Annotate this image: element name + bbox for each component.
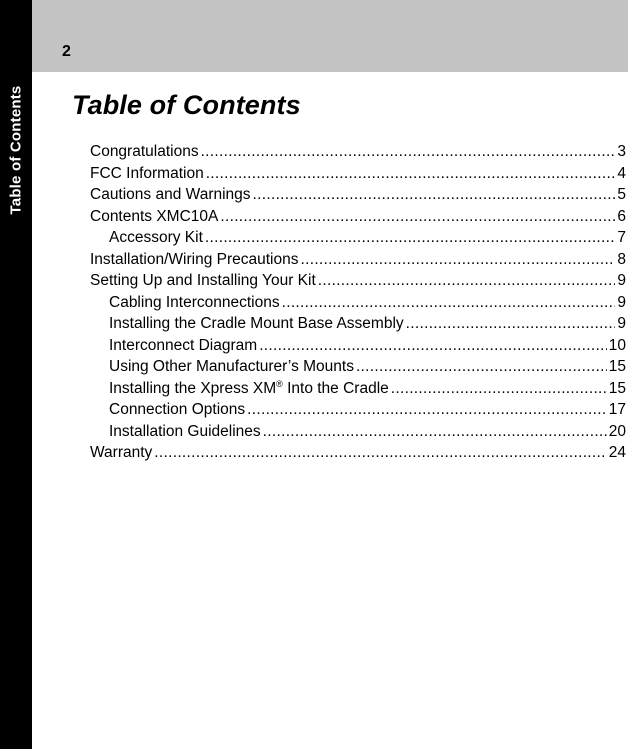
dot-leader xyxy=(406,313,616,335)
toc-entry-title: Accessory Kit xyxy=(109,229,203,246)
toc-list xyxy=(90,141,628,464)
toc-entry-page: 9 xyxy=(617,272,626,289)
toc-entry-cabling-interconnections[interactable] xyxy=(90,292,628,314)
toc-entry-title: Congratulations xyxy=(90,143,199,160)
toc-entry-title: FCC Information xyxy=(90,164,204,182)
dot-leader xyxy=(220,206,615,228)
toc-entry-contents-xmc10a[interactable] xyxy=(90,206,628,228)
toc-entry-title: Cautions and Warnings xyxy=(90,186,251,203)
toc-entry-title-pre: Installing the Xpress XM xyxy=(109,379,277,397)
dot-leader xyxy=(391,378,607,400)
dot-leader xyxy=(356,356,607,378)
toc-entry-installation-guidelines[interactable] xyxy=(90,421,628,443)
dot-leader xyxy=(206,163,616,185)
page-title: Table of Contents xyxy=(72,90,301,120)
toc-entry-page: 17 xyxy=(608,401,626,418)
side-tab-label: Table of Contents xyxy=(7,85,25,215)
toc-entry-title: Warranty xyxy=(90,444,153,461)
toc-entry-title: Connection Options xyxy=(109,401,246,418)
toc-entry-page: 20 xyxy=(608,422,626,440)
dot-leader xyxy=(247,399,607,421)
toc-entry-fcc-information[interactable] xyxy=(90,163,628,185)
toc-entry-other-manufacturers-mounts[interactable] xyxy=(90,356,628,378)
toc-entry-setting-up-and-installing[interactable] xyxy=(90,270,628,292)
toc-entry-page: 6 xyxy=(617,207,626,225)
header-band xyxy=(32,0,628,72)
dot-leader xyxy=(205,227,615,249)
dot-leader xyxy=(253,184,616,206)
dot-leader xyxy=(259,335,607,357)
toc-entry-congratulations[interactable] xyxy=(90,141,628,163)
dot-leader xyxy=(154,442,606,464)
dot-leader xyxy=(282,292,616,314)
toc-entry-page: 9 xyxy=(617,293,626,311)
toc-entry-title: Contents XMC10A xyxy=(90,207,219,225)
side-tab xyxy=(0,0,32,749)
toc-entry-connection-options[interactable] xyxy=(90,399,628,421)
toc-entry-title: Installation Guidelines xyxy=(109,422,261,440)
toc-entry-interconnect-diagram[interactable] xyxy=(90,335,628,357)
toc-entry-page: 10 xyxy=(608,336,626,354)
toc-entry-page: 15 xyxy=(608,379,626,397)
toc-entry-page: 3 xyxy=(617,143,626,160)
dot-leader xyxy=(318,270,616,292)
dot-leader xyxy=(263,421,607,443)
toc-entry-title xyxy=(109,378,389,400)
toc-entry-page: 24 xyxy=(608,444,626,461)
toc-entry-page: 8 xyxy=(617,250,626,268)
toc-entry-page: 7 xyxy=(617,229,626,246)
toc-entry-installation-wiring-precautions[interactable] xyxy=(90,249,628,271)
toc-entry-installing-xpress-xm[interactable] xyxy=(90,378,628,400)
toc-entry-title: Interconnect Diagram xyxy=(109,336,258,354)
registered-mark: ® xyxy=(276,378,283,389)
toc-entry-title: Setting Up and Installing Your Kit xyxy=(90,272,316,289)
toc-entry-cautions-and-warnings[interactable] xyxy=(90,184,628,206)
toc-entry-title: Using Other Manufacturer’s Mounts xyxy=(109,358,354,375)
toc-entry-page: 4 xyxy=(617,164,626,182)
dot-leader xyxy=(201,141,616,163)
toc-entry-title: Installing the Cradle Mount Base Assembly xyxy=(109,315,404,332)
toc-entry-page: 9 xyxy=(617,315,626,332)
toc-entry-title: Installation/Wiring Precautions xyxy=(90,250,299,268)
toc-entry-title: Cabling Interconnections xyxy=(109,293,280,311)
dot-leader xyxy=(301,249,616,271)
toc-entry-accessory-kit[interactable] xyxy=(90,227,628,249)
toc-entry-title-post: Into the Cradle xyxy=(282,379,389,397)
toc-entry-cradle-mount-base-assembly[interactable] xyxy=(90,313,628,335)
toc-entry-page: 15 xyxy=(608,358,626,375)
toc-entry-page: 5 xyxy=(617,186,626,203)
page-number: 2 xyxy=(62,43,71,60)
toc-entry-warranty[interactable] xyxy=(90,442,628,464)
